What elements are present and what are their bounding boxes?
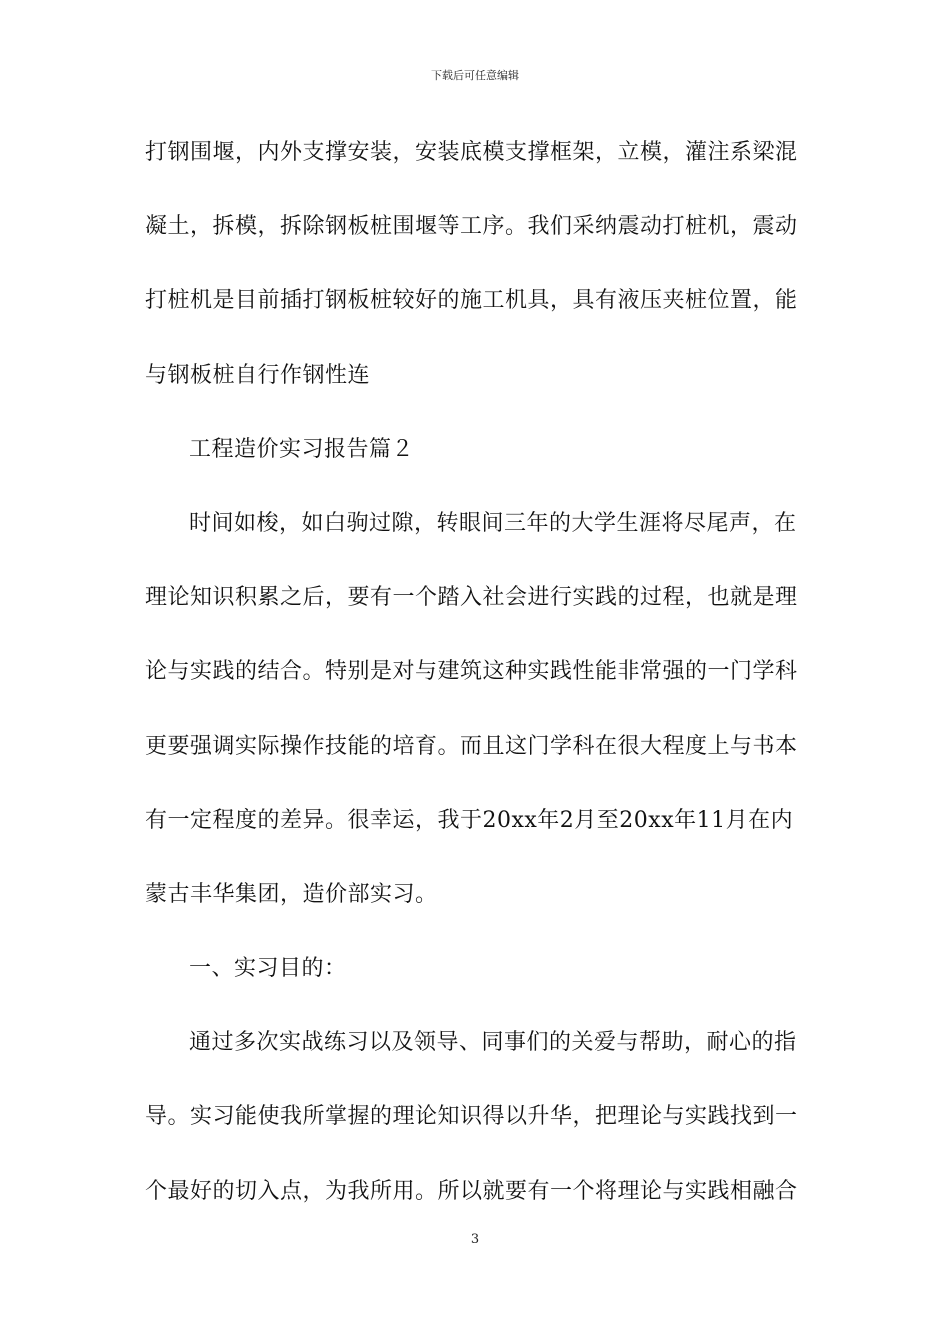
paragraph-line: 蒙古丰华集团，造价部实习。 xyxy=(145,881,438,907)
document-body xyxy=(145,134,810,1247)
page-header-note: 下载后可任意编辑 xyxy=(431,69,519,82)
section-heading: 工程造价实习报告篇２ xyxy=(189,436,415,462)
paragraph-line: 打桩机是目前插打钢板桩较好的施工机具，具有液压夹桩位置，能 xyxy=(145,288,798,314)
paragraph-line: 打钢围堰，内外支撑安装，安装底模支撑框架，立模，灌注系梁混 xyxy=(145,140,798,165)
paragraph-line: 凝土，拆模，拆除钢板桩围堰等工序。我们采纳震动打桩机，震动 xyxy=(145,214,798,240)
page-number: 3 xyxy=(470,1232,480,1247)
paragraph-line: 时间如梭，如白驹过隙，转眼间三年的大学生涯将尽尾声，在 xyxy=(189,510,797,536)
paragraph-line: 有一定程度的差异。很幸运，我于20xx年2月至20xx年11月在内 xyxy=(145,807,794,833)
paragraph-line: 与钢板桩自行作钢性连 xyxy=(145,362,371,388)
paragraph-line: 论与实践的结合。特别是对与建筑这种实践性能非常强的一门学科 xyxy=(145,659,798,685)
paragraph-line: 更要强调实际操作技能的培育。而且这门学科在很大程度上与书本 xyxy=(145,733,798,759)
paragraph-line: 理论知识积累之后，要有一个踏入社会进行实践的过程，也就是理 xyxy=(145,585,798,611)
paragraph-line: 通过多次实战练习以及领导、同事们的关爱与帮助，耐心的指 xyxy=(189,1030,797,1056)
paragraph-line: 个最好的切入点，为我所用。所以就要有一个将理论与实践相融合 xyxy=(145,1178,798,1204)
subsection-heading: 一、实习目的： xyxy=(189,956,347,982)
paragraph-line: 导。实习能使我所掌握的理论知识得以升华，把理论与实践找到一 xyxy=(145,1104,798,1130)
